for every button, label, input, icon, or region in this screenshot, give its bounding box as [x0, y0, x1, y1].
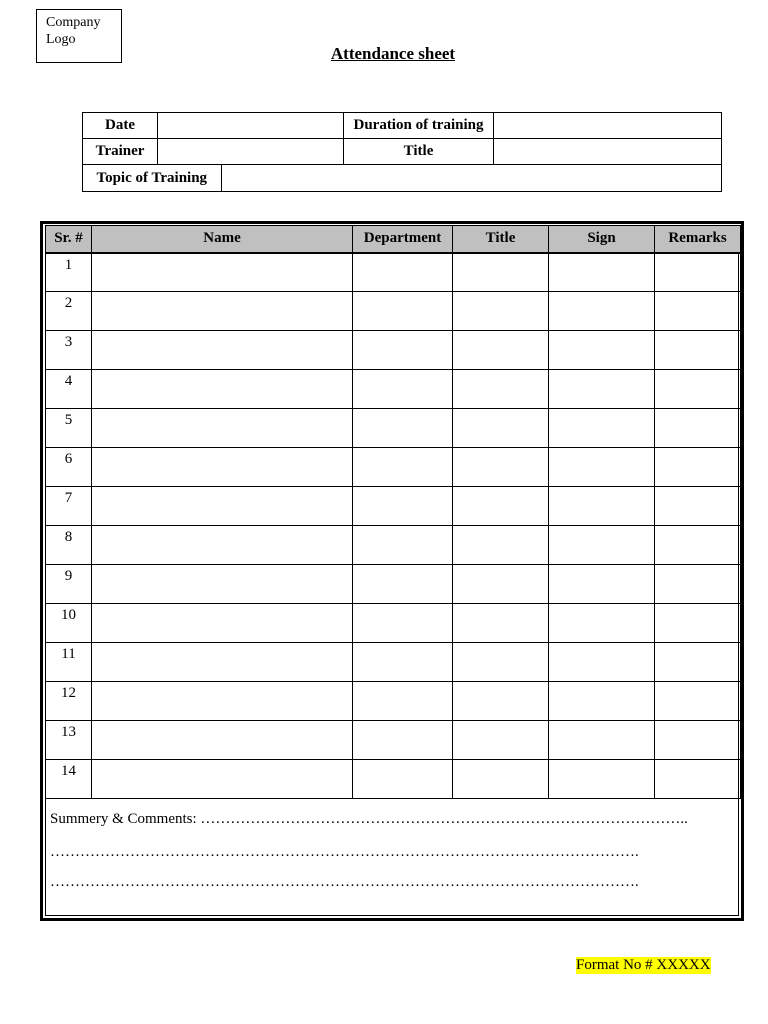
cell-department[interactable]	[353, 760, 453, 799]
cell-sr: 5	[46, 409, 92, 448]
attendance-body	[46, 253, 741, 799]
duration-field[interactable]	[494, 113, 722, 139]
cell-title[interactable]	[453, 643, 549, 682]
cell-title[interactable]	[453, 253, 549, 292]
header-title: Title	[453, 226, 549, 253]
cell-sign[interactable]	[549, 370, 655, 409]
trainer-label: Trainer	[83, 139, 158, 165]
table-row	[46, 760, 741, 799]
table-row	[46, 487, 741, 526]
cell-sr: 2	[46, 292, 92, 331]
cell-remarks[interactable]	[655, 487, 741, 526]
cell-name[interactable]	[92, 721, 353, 760]
logo-line-1: Company	[46, 15, 101, 30]
cell-remarks[interactable]	[655, 292, 741, 331]
cell-department[interactable]	[353, 643, 453, 682]
cell-name[interactable]	[92, 760, 353, 799]
cell-sign[interactable]	[549, 682, 655, 721]
training-info-table	[82, 112, 722, 192]
cell-sr: 13	[46, 721, 92, 760]
cell-department[interactable]	[353, 487, 453, 526]
cell-title[interactable]	[453, 760, 549, 799]
table-row	[46, 448, 741, 487]
cell-department[interactable]	[353, 409, 453, 448]
cell-sr: 3	[46, 331, 92, 370]
cell-title[interactable]	[453, 604, 549, 643]
cell-remarks[interactable]	[655, 526, 741, 565]
cell-remarks[interactable]	[655, 682, 741, 721]
cell-sr: 12	[46, 682, 92, 721]
format-number: Format No # XXXXX	[576, 957, 711, 973]
cell-name[interactable]	[92, 487, 353, 526]
cell-sign[interactable]	[549, 409, 655, 448]
table-row	[46, 409, 741, 448]
header-department: Department	[353, 226, 453, 253]
cell-remarks[interactable]	[655, 448, 741, 487]
cell-remarks[interactable]	[655, 331, 741, 370]
cell-sign[interactable]	[549, 643, 655, 682]
comments-section	[45, 800, 742, 918]
cell-department[interactable]	[353, 292, 453, 331]
cell-sr: 1	[46, 253, 92, 292]
cell-name[interactable]	[92, 643, 353, 682]
cell-sr: 14	[46, 760, 92, 799]
header-remarks: Remarks	[655, 226, 741, 253]
cell-name[interactable]	[92, 253, 353, 292]
duration-label: Duration of training	[344, 113, 494, 139]
cell-sign[interactable]	[549, 565, 655, 604]
table-row	[46, 331, 741, 370]
cell-title[interactable]	[453, 409, 549, 448]
trainer-field[interactable]	[158, 139, 344, 165]
table-row	[46, 643, 741, 682]
logo-line-2: Logo	[46, 32, 76, 47]
date-field[interactable]	[158, 113, 344, 139]
cell-department[interactable]	[353, 565, 453, 604]
cell-sign[interactable]	[549, 721, 655, 760]
cell-remarks[interactable]	[655, 604, 741, 643]
cell-name[interactable]	[92, 565, 353, 604]
cell-sign[interactable]	[549, 253, 655, 292]
attendance-table	[45, 225, 741, 799]
cell-title[interactable]	[453, 721, 549, 760]
comments-line-3[interactable]: ……………………………………………………………………………………………………….	[50, 874, 639, 890]
cell-sign[interactable]	[549, 292, 655, 331]
table-row	[46, 604, 741, 643]
cell-remarks[interactable]	[655, 253, 741, 292]
cell-name[interactable]	[92, 409, 353, 448]
header-name: Name	[92, 226, 353, 253]
cell-department[interactable]	[353, 370, 453, 409]
table-row	[46, 565, 741, 604]
table-row	[46, 682, 741, 721]
attendance-header-row	[46, 226, 741, 253]
cell-sr: 4	[46, 370, 92, 409]
cell-sr: 8	[46, 526, 92, 565]
cell-sr: 9	[46, 565, 92, 604]
table-row	[46, 253, 741, 292]
table-row	[46, 526, 741, 565]
cell-name[interactable]	[92, 331, 353, 370]
cell-title[interactable]	[453, 487, 549, 526]
date-label: Date	[83, 113, 158, 139]
cell-title[interactable]	[453, 331, 549, 370]
topic-inner-table	[83, 165, 721, 191]
cell-title[interactable]	[453, 526, 549, 565]
cell-sign[interactable]	[549, 760, 655, 799]
table-row	[46, 721, 741, 760]
topic-field[interactable]	[221, 165, 721, 191]
cell-title[interactable]	[453, 565, 549, 604]
cell-remarks[interactable]	[655, 643, 741, 682]
cell-department[interactable]	[353, 448, 453, 487]
cell-department[interactable]	[353, 526, 453, 565]
cell-name[interactable]	[92, 292, 353, 331]
cell-sign[interactable]	[549, 331, 655, 370]
cell-sr: 10	[46, 604, 92, 643]
table-row	[46, 292, 741, 331]
cell-department[interactable]	[353, 604, 453, 643]
table-row	[46, 370, 741, 409]
cell-remarks[interactable]	[655, 370, 741, 409]
title-label: Title	[344, 139, 494, 165]
header-sign: Sign	[549, 226, 655, 253]
cell-name[interactable]	[92, 682, 353, 721]
page-title: Attendance sheet	[330, 44, 456, 63]
cell-title[interactable]	[453, 448, 549, 487]
cell-sr: 11	[46, 643, 92, 682]
cell-sign[interactable]	[549, 487, 655, 526]
cell-remarks[interactable]	[655, 409, 741, 448]
comments-line-1[interactable]: Summery & Comments: ……………………………………………………………………………………..	[50, 811, 688, 827]
cell-name[interactable]	[92, 448, 353, 487]
cell-title[interactable]	[453, 292, 549, 331]
cell-department[interactable]	[353, 331, 453, 370]
cell-sr: 6	[46, 448, 92, 487]
cell-department[interactable]	[353, 721, 453, 760]
cell-sign[interactable]	[549, 526, 655, 565]
title-field[interactable]	[494, 139, 722, 165]
cell-department[interactable]	[353, 253, 453, 292]
cell-remarks[interactable]	[655, 760, 741, 799]
cell-remarks[interactable]	[655, 721, 741, 760]
cell-sign[interactable]	[549, 448, 655, 487]
comments-line-2[interactable]: ……………………………………………………………………………………………………….	[50, 844, 639, 860]
topic-label: Topic of Training	[83, 165, 221, 191]
cell-remarks[interactable]	[655, 565, 741, 604]
cell-sign[interactable]	[549, 604, 655, 643]
cell-name[interactable]	[92, 370, 353, 409]
cell-department[interactable]	[353, 682, 453, 721]
cell-title[interactable]	[453, 682, 549, 721]
cell-title[interactable]	[453, 370, 549, 409]
topic-row	[83, 165, 722, 192]
cell-sr: 7	[46, 487, 92, 526]
cell-name[interactable]	[92, 526, 353, 565]
cell-name[interactable]	[92, 604, 353, 643]
header-sr: Sr. #	[46, 226, 92, 253]
